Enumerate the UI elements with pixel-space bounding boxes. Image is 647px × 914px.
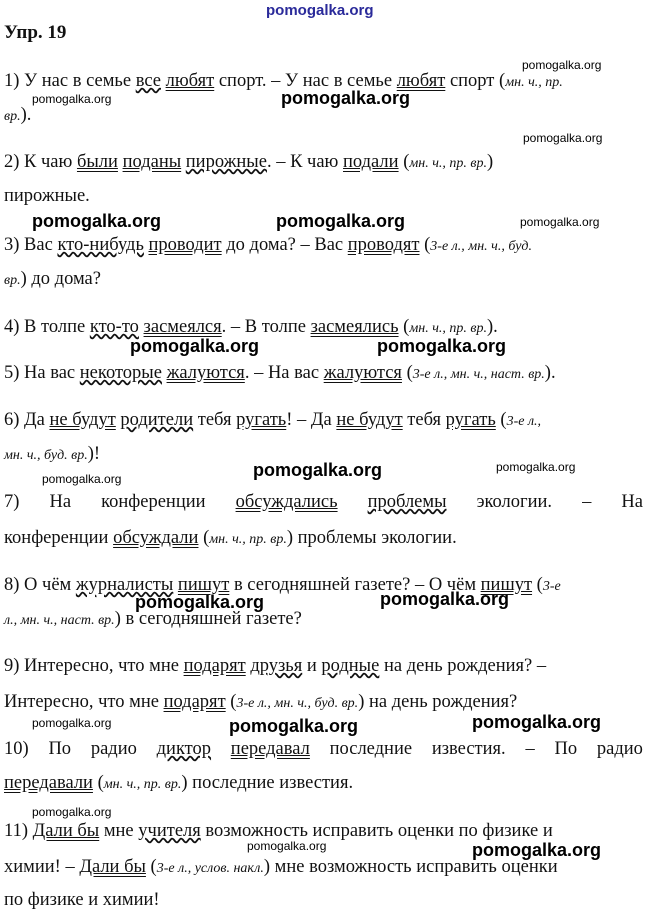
- sentence-4: 4) В толпе кто-то засмеялся. – В толпе засмеялись (мн. ч., пр. вр.).: [4, 317, 498, 337]
- watermark: pomogalka.org: [496, 460, 576, 474]
- underlined-word: засмеялись: [310, 317, 399, 337]
- underlined-word: все: [135, 71, 161, 91]
- underlined-word: ругать: [445, 410, 496, 430]
- underlined-word: любят: [396, 71, 446, 91]
- grammar-note: 3-е л., мн. ч., буд.: [430, 239, 532, 254]
- sentence-10-line-2: передавали (мн. ч., пр. вр.) последние известия.: [4, 773, 354, 793]
- underlined-word: проводит: [148, 235, 222, 255]
- sentence-11-line-1: 11) Дали бы мне учителя возможность исправить оценки по физике и: [4, 821, 553, 841]
- underlined-word: родители: [120, 410, 194, 430]
- watermark: pomogalka.org: [229, 716, 359, 736]
- sentence-2-line-2: пирожные.: [4, 186, 90, 206]
- watermark: pomogalka.org: [247, 839, 327, 853]
- underlined-word: были: [76, 152, 118, 172]
- underlined-word: пишут: [177, 575, 230, 595]
- underlined-word: засмеялся: [143, 317, 222, 337]
- underlined-word: родные: [321, 656, 380, 676]
- sentence-2-line-1: 2) К чаю были поданы пирожные. – К чаю подали (мн. ч., пр. вр.): [4, 152, 494, 172]
- watermark: pomogalka.org: [472, 840, 602, 860]
- underlined-word: любят: [165, 71, 215, 91]
- watermark: pomogalka.org: [32, 211, 162, 231]
- underlined-word: подарят: [183, 656, 246, 676]
- sentence-6-line-2: мн. ч., буд. вр.)!: [4, 444, 101, 464]
- watermark: pomogalka.org: [281, 88, 411, 108]
- grammar-note: мн. ч., буд. вр.: [4, 448, 88, 463]
- sentence-8-line-2: л., мн. ч., наст. вр.) в сегодняшней газете?: [4, 609, 302, 629]
- watermark: pomogalka.org: [32, 805, 112, 819]
- grammar-note: 3-е л., мн. ч., буд. вр.: [236, 696, 359, 711]
- grammar-note: мн. ч., пр. вр.: [409, 321, 487, 336]
- sentence-8-line-1: 8) О чём журналисты пишут в сегодняшней газете? – О чём пишут (3-е: [4, 575, 561, 595]
- sentence-9-line-1: 9) Интересно, что мне подарят друзья и родные на день рождения? –: [4, 656, 547, 676]
- sentence-6-line-1: 6) Да не будут родители тебя ругать! – Да не будут тебя ругать (3-е л.,: [4, 410, 542, 430]
- underlined-word: ругать: [236, 410, 287, 430]
- underlined-word: Дали бы: [32, 821, 100, 841]
- underlined-word: подарят: [163, 692, 226, 712]
- sentence-7-line-1: 7) На конференции обсуждались проблемы экологии. – На: [4, 492, 643, 512]
- sentence-9-line-2: Интересно, что мне подарят (3-е л., мн. ч., буд. вр.) на день рождения?: [4, 692, 518, 712]
- underlined-word: учителя: [138, 821, 201, 841]
- underlined-word: пишут: [480, 575, 533, 595]
- watermark: pomogalka.org: [522, 58, 602, 72]
- grammar-note: 3-е л., услов. накл.: [156, 861, 264, 876]
- watermark: pomogalka.org: [42, 472, 122, 486]
- underlined-word: некоторые: [79, 363, 162, 383]
- underlined-word: не будут: [49, 410, 116, 430]
- underlined-word: диктор: [156, 739, 212, 759]
- grammar-note: вр.: [4, 273, 21, 288]
- underlined-word: подали: [343, 152, 399, 172]
- watermark: pomogalka.org: [135, 592, 265, 612]
- underlined-word: пирожные: [185, 152, 267, 172]
- sentence-7-line-2: конференции обсуждали (мн. ч., пр. вр.) проблемы экологии.: [4, 528, 457, 548]
- underlined-word: жалуются: [166, 363, 245, 383]
- watermark: pomogalka.org: [523, 131, 603, 145]
- watermark-header[interactable]: pomogalka.org: [266, 2, 374, 19]
- underlined-word: поданы: [122, 152, 182, 172]
- underlined-word: передавал: [230, 739, 310, 759]
- sentence-1-line-1: 1) У нас в семье все любят спорт. – У нас в семье любят спорт (мн. ч., пр.: [4, 71, 563, 91]
- watermark: pomogalka.org: [32, 716, 112, 730]
- underlined-word: друзья: [250, 656, 303, 676]
- grammar-note: 3-е л., мн. ч., наст. вр.: [412, 367, 545, 382]
- grammar-note: 3-е: [542, 579, 561, 594]
- underlined-word: журналисты: [75, 575, 174, 595]
- underlined-word: жалуются: [323, 363, 402, 383]
- watermark: pomogalka.org: [380, 589, 510, 609]
- watermark: pomogalka.org: [520, 215, 600, 229]
- grammar-note: мн. ч., пр. вр.: [409, 156, 487, 171]
- sentence-11-line-3: по физике и химии!: [4, 890, 160, 910]
- sentence-3-line-2: вр.) до дома?: [4, 269, 101, 289]
- sentence-5: 5) На вас некоторые жалуются. – На вас жалуются (3-е л., мн. ч., наст. вр.).: [4, 363, 556, 383]
- underlined-word: кто-нибудь: [57, 235, 144, 255]
- watermark: pomogalka.org: [377, 336, 507, 356]
- sentence-3-line-1: 3) Вас кто-нибудь проводит до дома? – Вас проводят (3-е л., мн. ч., буд.: [4, 235, 532, 255]
- watermark: pomogalka.org: [472, 712, 602, 732]
- grammar-note: мн. ч., пр. вр.: [103, 777, 182, 792]
- underlined-word: проблемы: [367, 492, 447, 512]
- grammar-note: мн. ч., пр. вр.: [209, 532, 287, 547]
- grammar-note: 3-е л.,: [506, 414, 542, 429]
- grammar-note: мн. ч., пр.: [505, 75, 563, 90]
- underlined-word: обсуждались: [235, 492, 338, 512]
- exercise-title: Упр. 19: [4, 22, 67, 43]
- sentence-11-line-2: химии! – Дали бы (3-е л., услов. накл.) мне возможность исправить оценки: [4, 857, 558, 877]
- grammar-note: л., мн. ч., наст. вр.: [4, 613, 115, 628]
- watermark: pomogalka.org: [276, 211, 406, 231]
- underlined-word: проводят: [347, 235, 420, 255]
- watermark: pomogalka.org: [130, 336, 260, 356]
- underlined-word: обсуждали: [113, 528, 199, 548]
- underlined-word: кто-то: [89, 317, 139, 337]
- underlined-word: не будут: [336, 410, 403, 430]
- underlined-word: передавали: [4, 773, 93, 793]
- grammar-note: вр.: [4, 109, 21, 124]
- sentence-1-line-2: вр.).: [4, 105, 32, 125]
- sentence-10-line-1: 10) По радио диктор передавал последние известия. – По радио: [4, 739, 643, 759]
- watermark: pomogalka.org: [32, 92, 112, 106]
- watermark: pomogalka.org: [253, 460, 383, 480]
- underlined-word: Дали бы: [79, 857, 146, 877]
